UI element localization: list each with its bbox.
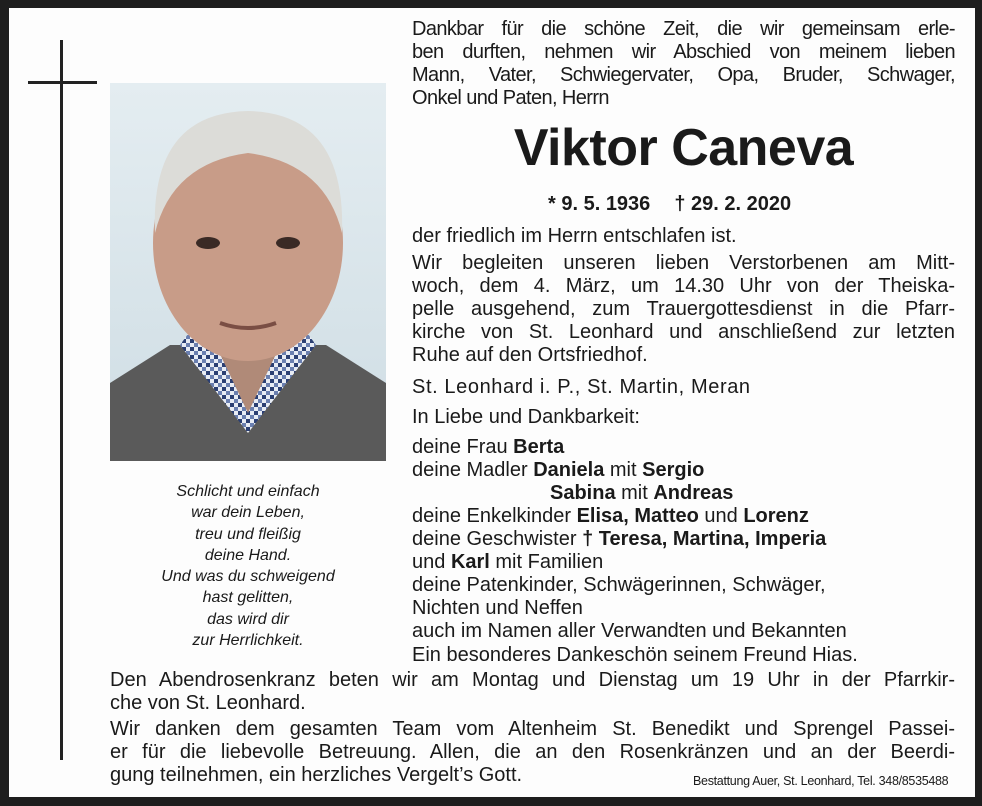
cross-icon-bar [28,81,97,84]
family-name: Elisa, Matteo [576,505,699,527]
label: deine Frau [412,436,514,458]
poem-line: das wird dir [207,610,289,628]
cross-icon [60,40,63,760]
family-name: Sergio [642,459,705,481]
family-name: Berta [513,436,565,458]
family-godchildren: deine Patenkinder, Schwägerinnen, Schwäger, [412,574,826,596]
life-dates [548,193,815,216]
intro-line: ben durften, nehmen wir Abschied von meinem lieben [412,41,955,63]
poem-line: Schlicht und einfach [176,483,320,500]
family-name: Lorenz [743,505,809,527]
poem-line: hast gelitten, [202,589,294,607]
birth-date: * 9. 5. 1936 [548,193,651,215]
family-daughters [412,459,704,482]
family-name: † Teresa, Martina, Imperia [582,528,827,550]
family-siblings-2 [412,551,603,574]
poem-line: deine Hand. [204,546,292,564]
family-name: Karl [450,551,490,573]
death-date: † 29. 2. 2020 [674,193,792,215]
rosary-line: che von St. Leonhard. [110,692,306,714]
poem-line: war dein Leben, [191,504,305,522]
funeral-line: kirche von St. Leonhard und anschließend zur letzten [412,321,955,343]
funeral-line: pelle ausgehend, zum Trauergottesdienst in die Pfarr- [412,298,955,320]
deceased-name: Viktor Caneva [513,119,854,177]
intro-line: Mann, Vater, Schwiegervater, Opa, Bruder, Schwager, [412,64,955,86]
thanks-line: Wir danken dem gesamten Team vom Altenheim St. Benedikt und Sprengel Passei- [110,718,955,740]
intro-line: Onkel und Paten, Herrn [412,87,609,109]
thanks-line: er für die liebevolle Betreuung. Allen, die an den Rosenkränzen und an der Beerdi- [110,741,955,763]
rosary-line: Den Abendrosenkranz beten wir am Montag und Dienstag um 19 Uhr in der Pfarrkir- [110,669,955,691]
family-name: Andreas [653,482,734,504]
label: und [698,505,744,527]
label: mit [604,459,643,481]
places: St. Leonhard i. P., St. Martin, Meran [412,376,751,398]
poem [110,481,386,651]
poem-line: Und was du schweigend [161,568,335,586]
poem-line: zur Herrlichkeit. [192,632,304,650]
passed-text: der friedlich im Herrn entschlafen ist. [412,225,737,247]
family-siblings [412,528,826,551]
family-grandchildren [412,505,809,528]
poem-line: treu und fleißig [195,525,301,543]
label: deine Enkelkinder [412,505,577,527]
label: deine Madler [412,459,534,481]
funeral-line: Ruhe auf den Ortsfriedhof. [412,344,648,366]
funeral-line: woch, dem 4. März, um 14.30 Uhr von der Theiska- [412,275,955,297]
love-heading: In Liebe und Dankbarkeit: [412,406,640,428]
funeral-line: Wir begleiten unseren lieben Verstorbenen am Mitt- [412,252,955,274]
thanks-friend: Ein besonderes Dankeschön seinem Freund Hias. [412,644,858,666]
family-wife [412,436,564,459]
family-name: Daniela [533,459,605,481]
family-daughter-2 [550,482,733,505]
label: deine Geschwister [412,528,583,550]
family-relatives: auch im Namen aller Verwandten und Bekannten [412,620,847,642]
family-nieces: Nichten und Neffen [412,597,583,619]
label: mit [615,482,654,504]
portrait-photo [110,83,386,461]
label: mit Familien [489,551,604,573]
label: und [412,551,451,573]
family-name: Sabina [550,482,616,504]
thanks-line: gung teilnehmen, ein herzliches Vergelt’s Gott. [110,764,523,786]
funeral-home-credit: Bestattung Auer, St. Leonhard, Tel. 348/8535488 [693,774,949,788]
intro-line: Dankbar für die schöne Zeit, die wir gemeinsam erle- [412,18,955,40]
